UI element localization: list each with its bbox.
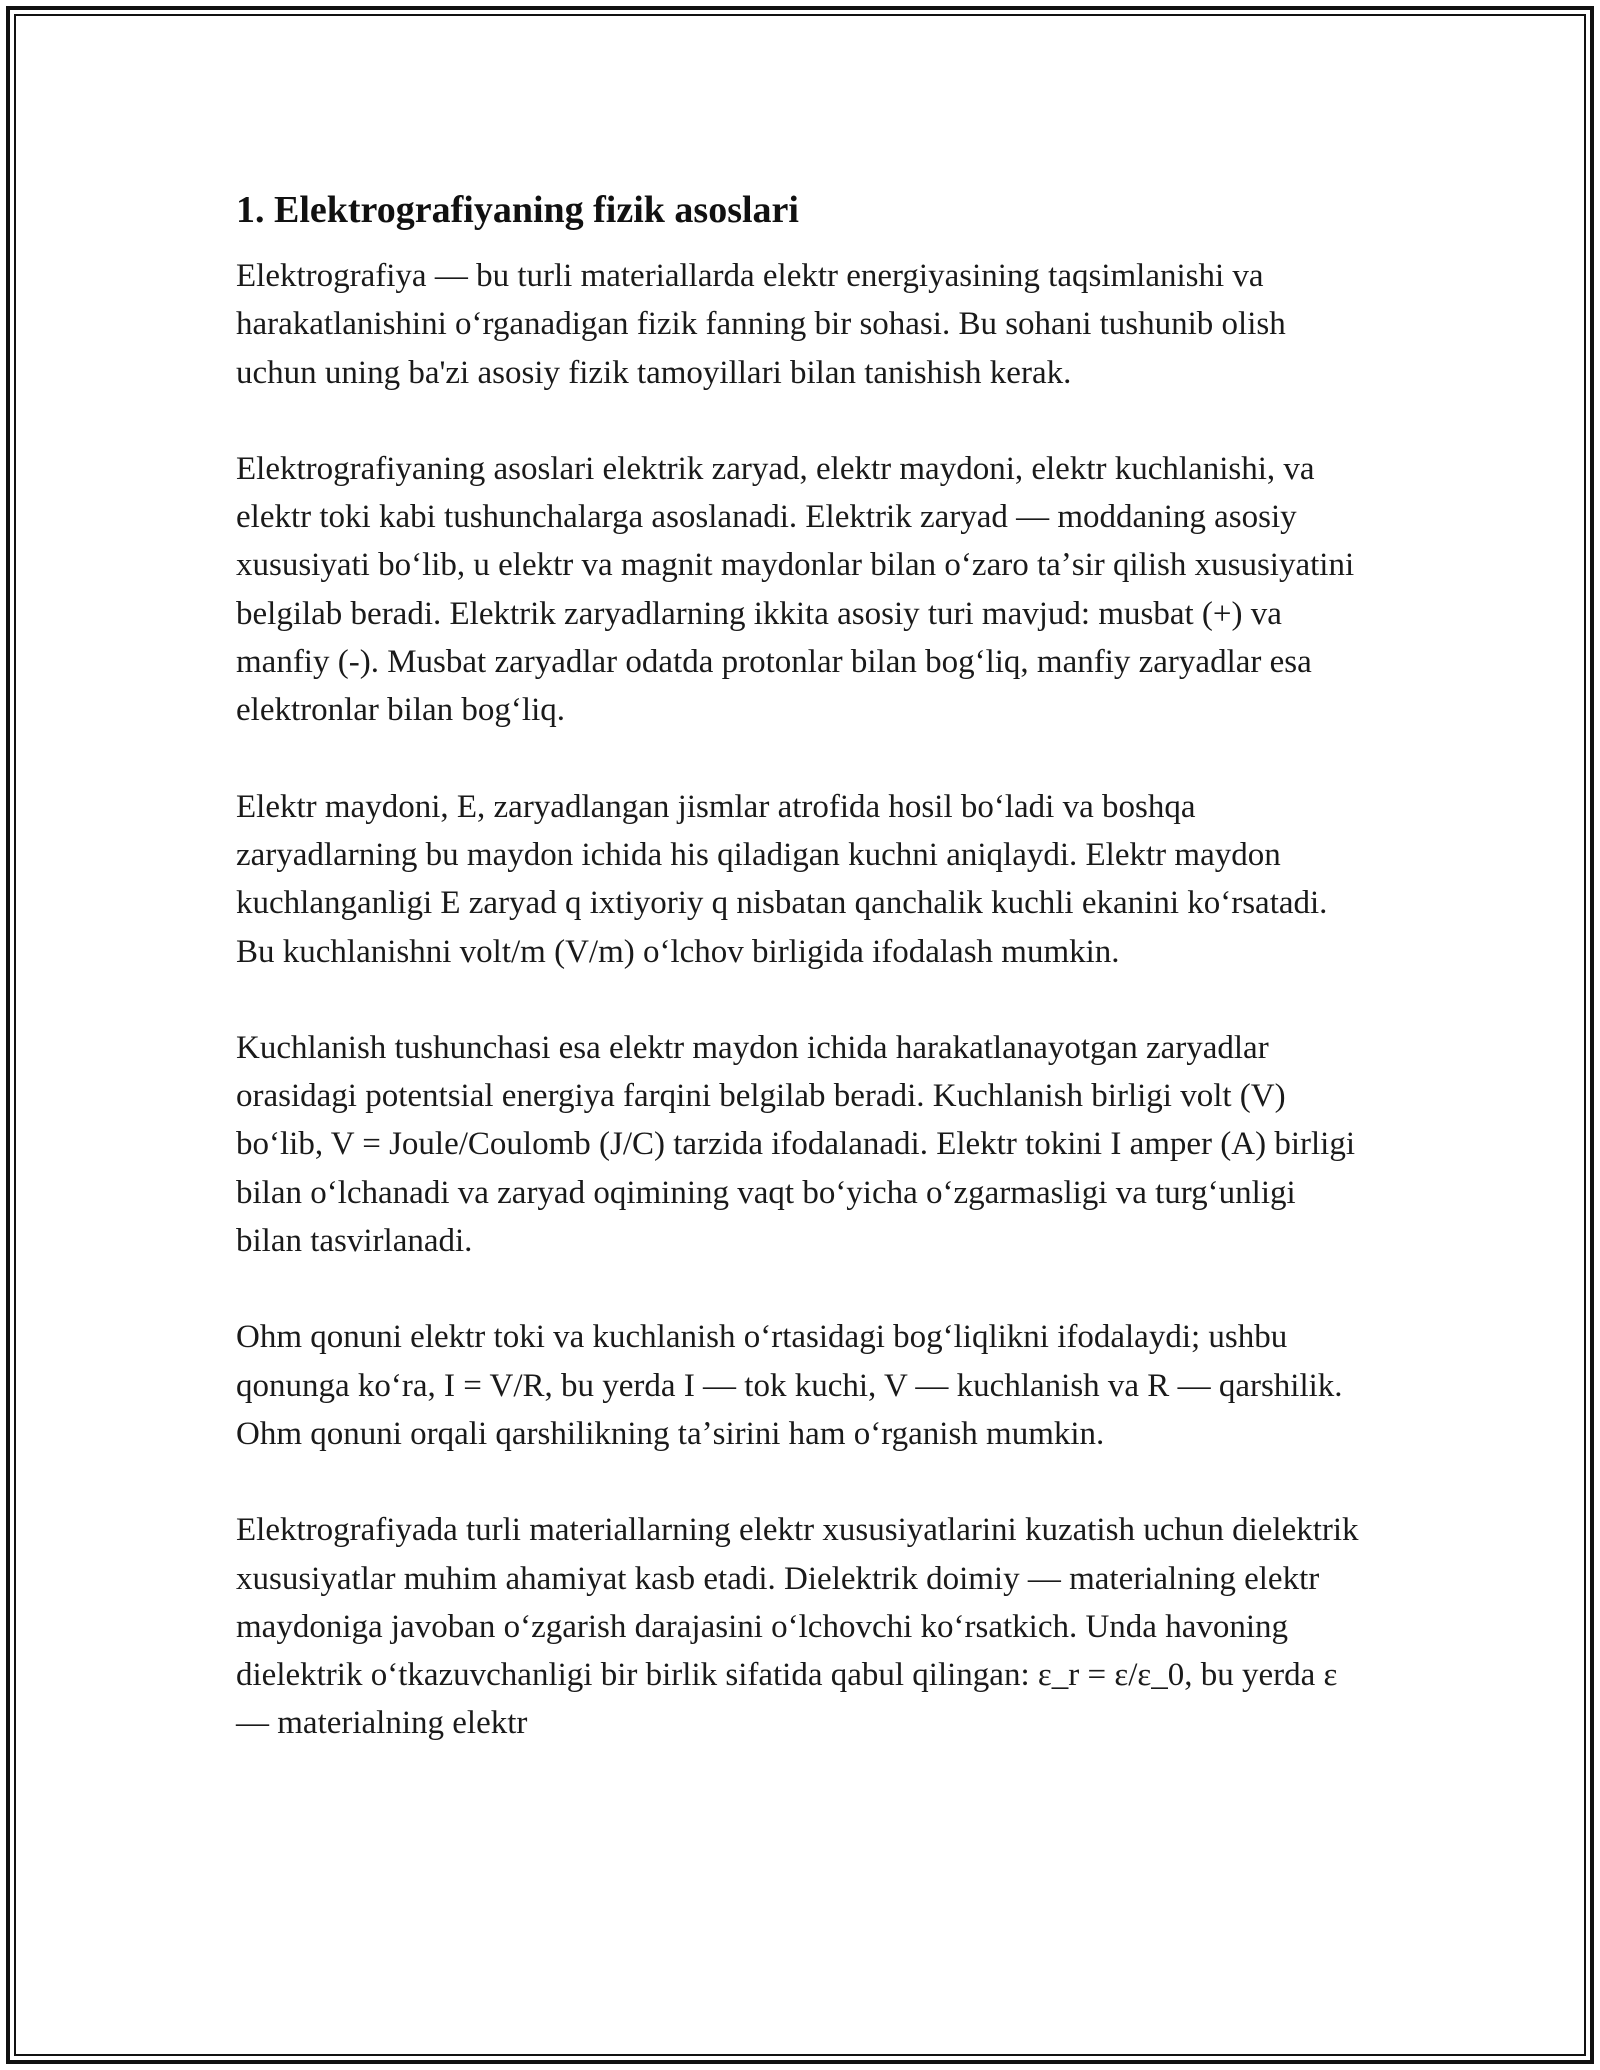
section-heading: 1. Elektrografiyaning fizik asoslari [236, 189, 799, 231]
paragraph-electric-field: Elektr maydoni, E, zaryadlangan jismlar atrofida hosil boʻladi va boshqa zaryadlarning bu maydon ichida his qiladigan kuchni aniqlaydi. Elektr maydon kuchlanganligi E zaryad q ixtiyoriy q nisbatan qanchalik kuchli ekanini koʻrsatadi. Bu kuchlanishni volt/m (V/m) oʻlchov birligida ifodalash mumkin. [236, 788, 1328, 970]
paragraph-electric-charge: Elektrografiyaning asoslari elektrik zaryad, elektr maydoni, elektr kuchlanishi, va elektr toki kabi tushunchalarga asoslanadi. Elektrik zaryad — moddaning asosiy xususiyati boʻlib, u elektr va magnit maydonlar bilan oʻzaro taʼsir qilish xususiyatini belgilab beradi. Elektrik zaryadlarning ikkita asosiy turi mavjud: musbat (+) va manfiy (-). Musbat zaryadlar odatda protonlar bilan bogʻliq, manfiy zaryadlar esa elektronlar bilan bogʻliq. [236, 450, 1355, 729]
paragraph-ohms-law: Ohm qonuni elektr toki va kuchlanish oʻrtasidagi bogʻliqlikni ifodalaydi; ushbu qonunga koʻra, I = V/R, bu yerda I — tok kuchi, V — kuchlanish va R — qarshilik. Ohm qonuni orqali qarshilikning taʼsirini ham oʻrganish mumkin. [236, 1319, 1343, 1452]
document-body [236, 185, 1366, 1796]
paragraph-voltage: Kuchlanish tushunchasi esa elektr maydon ichida harakatlanayotgan zaryadlar orasidagi potentsial energiya farqini belgilab beradi. Kuchlanish birligi volt (V) boʻlib, V = Joule/Coulomb (J/C) tarzida ifodalanadi. Elektr tokini I amper (A) birligi bilan oʻlchanadi va zaryad oqimining vaqt boʻyicha oʻzgarmasligi va turgʻunligi bilan tasvirlanadi. [236, 1029, 1356, 1260]
paragraph-dielectric: Elektrografiyada turli materiallarning elektr xususiyatlarini kuzatish uchun dielektrik xususiyatlar muhim ahamiyat kasb etadi. Dielektrik doimiy — materialning elektr maydoniga javoban oʻzgarish darajasini oʻlchovchi koʻrsatkich. Unda havoning dielektrik oʻtkazuvchanligi bir birlik sifatida qabul qilingan: ε_r = ε/ε_0, bu yerda ε — materialning elektr [236, 1512, 1359, 1742]
paragraph-intro: Elektrografiya — bu turli materiallarda elektr energiyasining taqsimlanishi va harakatlanishini oʻrganadigan fizik fanning bir sohasi. Bu sohani tushunib olish uchun uning ba'zi asosiy fizik tamoyillari bilan tanishish kerak. [236, 258, 1286, 391]
